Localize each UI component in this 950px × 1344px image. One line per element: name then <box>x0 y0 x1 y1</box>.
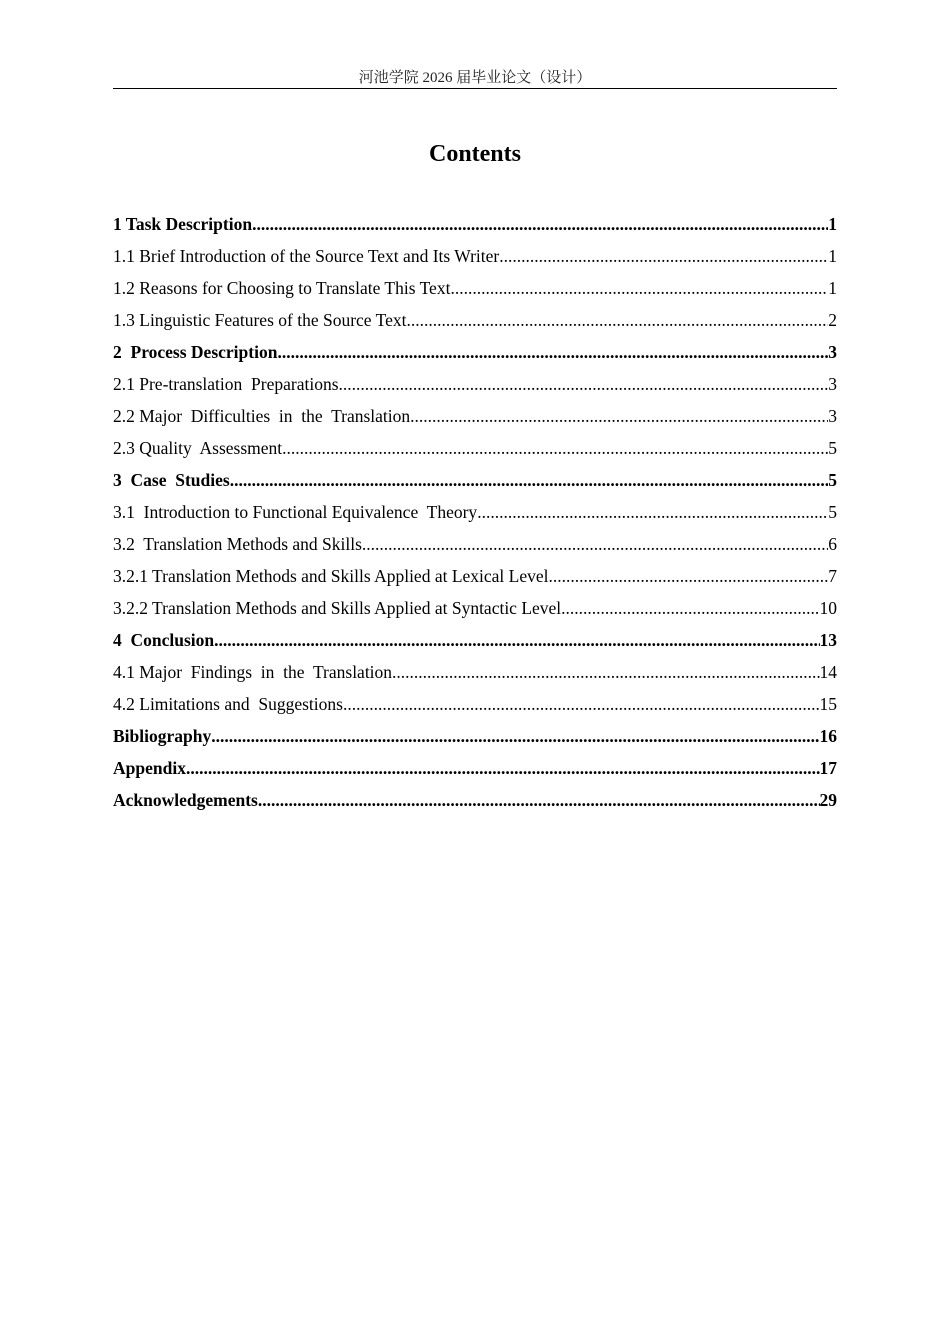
toc-entry-page-number: 10 <box>819 598 837 618</box>
toc-entry-title: 2.1 Pre-translation Preparations <box>113 374 339 394</box>
dot-leader <box>362 528 828 560</box>
toc-entry[interactable] <box>113 208 837 240</box>
toc-entry-title: Bibliography <box>113 726 212 746</box>
toc-entry-page-number: 29 <box>819 790 837 810</box>
toc-entry-title: 4.2 Limitations and Suggestions <box>113 694 343 714</box>
toc-entry-title: Appendix <box>113 758 186 778</box>
toc-entry-title: 2.2 Major Difficulties in the Translation <box>113 406 411 426</box>
toc-entry[interactable] <box>113 752 837 784</box>
dot-leader <box>406 304 828 336</box>
toc-entry[interactable] <box>113 528 837 560</box>
toc-entry-page-number: 5 <box>828 438 837 458</box>
toc-entry-title: Acknowledgements <box>113 790 258 810</box>
toc-entry-page-number: 3 <box>828 406 837 426</box>
toc-entry-page-number: 7 <box>828 566 837 586</box>
toc-entry-page-number: 5 <box>828 502 837 522</box>
dot-leader <box>339 368 829 400</box>
toc-entry[interactable] <box>113 496 837 528</box>
toc-entry-page-number: 5 <box>828 470 837 490</box>
toc-entry[interactable] <box>113 432 837 464</box>
dot-leader <box>230 464 829 496</box>
toc-entry-title: 1.1 Brief Introduction of the Source Text and Its Writer <box>113 246 500 266</box>
toc-entry-title: 3.2.2 Translation Methods and Skills Applied at Syntactic Level <box>113 598 562 618</box>
page-header <box>113 68 837 89</box>
dot-leader <box>214 624 819 656</box>
toc-entry[interactable] <box>113 720 837 752</box>
toc-entry-page-number: 1 <box>828 278 837 298</box>
toc-entry-page-number: 3 <box>828 342 837 362</box>
toc-entry-title: 3.2.1 Translation Methods and Skills Applied at Lexical Level <box>113 566 549 586</box>
toc-entry-title: 3 Case Studies <box>113 470 230 490</box>
toc-entry-page-number: 17 <box>819 758 837 778</box>
toc-entry-title: 4 Conclusion <box>113 630 215 650</box>
toc-entry-page-number: 1 <box>828 246 837 266</box>
toc-entry[interactable] <box>113 240 837 272</box>
dot-leader <box>410 400 828 432</box>
toc-entry-title: 3.2 Translation Methods and Skills <box>113 534 362 554</box>
toc-entry[interactable] <box>113 464 837 496</box>
dot-leader <box>499 240 828 272</box>
toc-entry-page-number: 1 <box>828 214 837 234</box>
dot-leader <box>252 208 828 240</box>
dot-leader <box>561 592 819 624</box>
toc-entry-title: 2 Process Description <box>113 342 278 362</box>
toc-entry-page-number: 2 <box>828 310 837 330</box>
dot-leader <box>186 752 820 784</box>
toc-entry[interactable] <box>113 656 837 688</box>
dot-leader <box>450 272 828 304</box>
toc-entry-title: 4.1 Major Findings in the Translation <box>113 662 393 682</box>
dot-leader <box>477 496 828 528</box>
dot-leader <box>277 336 828 368</box>
toc-entry-page-number: 15 <box>819 694 837 714</box>
toc-entry-title: 1.3 Linguistic Features of the Source Text <box>113 310 407 330</box>
toc-entry[interactable] <box>113 336 837 368</box>
toc-entry-title: 1.2 Reasons for Choosing to Translate This Text <box>113 278 451 298</box>
toc-entry[interactable] <box>113 624 837 656</box>
dot-leader <box>343 688 820 720</box>
toc-entry-title: 3.1 Introduction to Functional Equivalence Theory <box>113 502 478 522</box>
toc-entry-page-number: 14 <box>819 662 837 682</box>
running-title: 河池学院 2026 届毕业论文（设计） <box>358 70 592 86</box>
toc-entry-page-number: 3 <box>828 374 837 394</box>
toc-entry[interactable] <box>113 592 837 624</box>
dot-leader <box>282 432 828 464</box>
toc-entry-title: 2.3 Quality Assessment <box>113 438 283 458</box>
toc-entry[interactable] <box>113 304 837 336</box>
toc-entry[interactable] <box>113 784 837 816</box>
toc-entry[interactable] <box>113 560 837 592</box>
toc-entry[interactable] <box>113 368 837 400</box>
dot-leader <box>392 656 819 688</box>
toc-entry-page-number: 13 <box>819 630 837 650</box>
toc-entry-page-number: 6 <box>828 534 837 554</box>
toc-entry[interactable] <box>113 400 837 432</box>
table-of-contents <box>113 208 837 816</box>
toc-entry[interactable] <box>113 272 837 304</box>
dot-leader <box>258 784 820 816</box>
toc-entry-page-number: 16 <box>819 726 837 746</box>
dot-leader <box>211 720 819 752</box>
toc-entry[interactable] <box>113 688 837 720</box>
page-title: Contents <box>428 141 521 167</box>
toc-entry-title: 1 Task Description <box>113 214 253 234</box>
dot-leader <box>549 560 829 592</box>
